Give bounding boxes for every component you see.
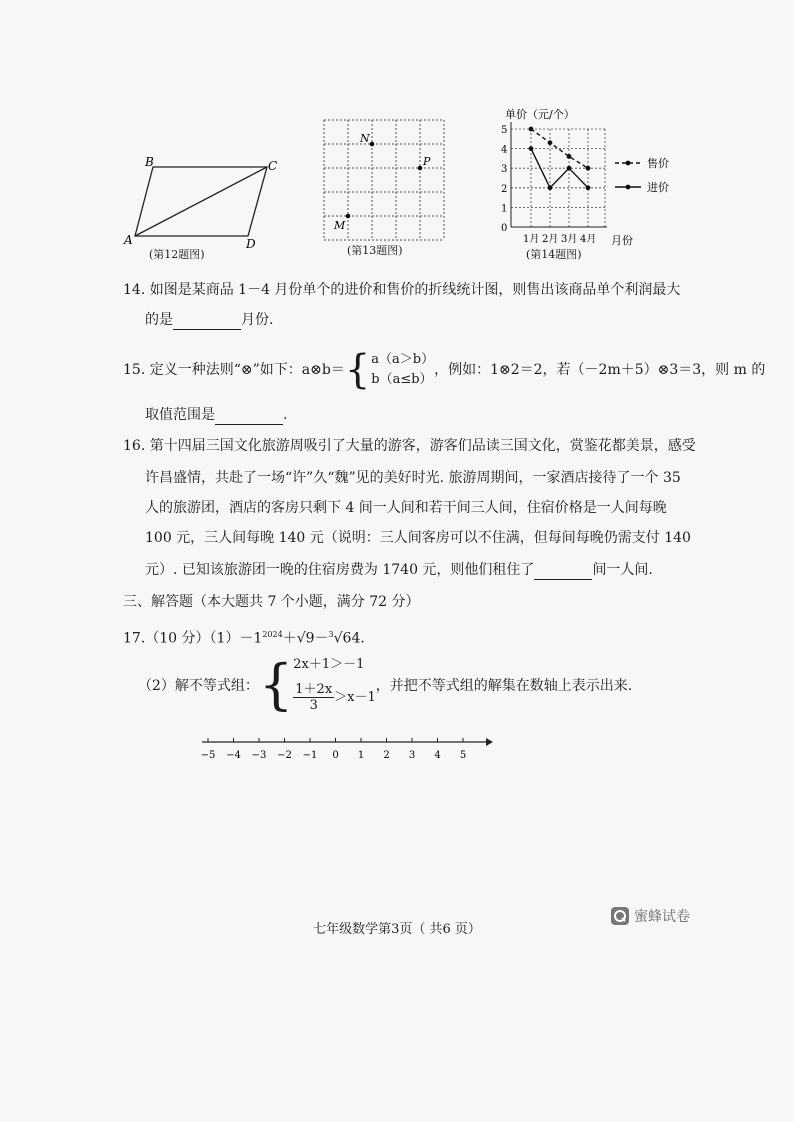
series-1-point: [567, 166, 572, 171]
point-n-label: N: [360, 132, 370, 145]
q17-part1: [123, 625, 683, 649]
number-line-label: −4: [226, 750, 241, 761]
q15-brace: {: [344, 347, 371, 393]
point-p-label: P: [423, 155, 431, 168]
legend-marker-1: [626, 185, 631, 190]
figure-12: [120, 150, 290, 260]
q17-exponent: 2024: [262, 630, 283, 639]
series-0-point: [529, 127, 534, 132]
point-a-label: A: [124, 233, 133, 247]
chart14-ytick-label: 5: [501, 125, 508, 136]
point-n: [370, 142, 375, 147]
point-c-label: C: [268, 159, 278, 173]
q16-answer-blank[interactable]: [534, 565, 592, 580]
series-1-point: [529, 146, 534, 151]
q17-fraction: [293, 678, 334, 713]
chart14-xtick-label: 1月: [523, 234, 540, 245]
q17-ineq2: [293, 678, 375, 713]
q17-part2: [138, 652, 633, 716]
chart14-ytick-label: 3: [501, 164, 508, 176]
legend-label-1: 进价: [647, 181, 669, 194]
number-line: [196, 732, 496, 766]
q17-brace: {: [258, 652, 294, 716]
chart14-ytick-label: 0: [501, 223, 508, 234]
fig13-caption: (第13题图): [347, 244, 403, 257]
chart14-ytick-label: 2: [501, 183, 508, 195]
chart14-ytick-label: 4: [501, 144, 508, 156]
chart14-xtick-label: 2月: [542, 234, 559, 245]
point-d-label: D: [246, 237, 256, 251]
q16-line5-b: 间一人间.: [592, 562, 653, 578]
q15-line2-a: 取值范围是: [145, 407, 215, 423]
q16-line1: 16. 第十四届三国文化旅游周吸引了大量的游客，游客们品读三国文化，赏鉴花都美景，感受: [123, 438, 696, 454]
q17-part2-prefix: （2）解不等式组：: [138, 677, 259, 694]
q15-line1: [123, 347, 766, 393]
q16-line3: 人的旅游团，酒店的客房只剩下 4 间一人间和若干间三人间，住宿价格是一人间每晚: [145, 500, 667, 516]
q15-cases: [371, 350, 434, 390]
q17-part1-root: √64: [333, 630, 361, 647]
q17-part1-mid: ＋√9－: [282, 630, 329, 647]
number-line-label: 3: [408, 750, 416, 761]
series-1-point: [548, 185, 553, 190]
series-0-point: [548, 140, 553, 145]
chart14-xtick-label: 3月: [561, 234, 578, 245]
q14-line1: 14. 如图是某商品 1－4 月份单个的进价和售价的折线统计图，则售出该商品单个利润最大: [123, 282, 681, 298]
q17-system: [293, 656, 375, 713]
q15-prefix: 15. 定义一种法则“⊗”如下：a⊗b＝: [123, 362, 345, 378]
number-line-label: 2: [383, 750, 390, 761]
fig12-caption: (第12题图): [149, 248, 205, 261]
watermark: [610, 906, 690, 926]
q14-line2: [145, 310, 273, 330]
q14-line2-b: 月份.: [241, 312, 274, 328]
point-m-label: M: [334, 219, 346, 232]
number-line-label: 5: [459, 750, 467, 761]
point-p: [418, 166, 423, 171]
section3-heading: 三、解答题（本大题共 7 个小题，满分 72 分）: [123, 594, 420, 610]
x-axis-label: 月份: [611, 234, 633, 247]
figure-14-chart: [497, 100, 697, 250]
watermark-text: 蜜蜂试卷: [634, 909, 690, 925]
q16-line4: 100 元，三人间每晚 140 元（说明：三人间客房可以不住满，但每间每晚仍需支付 140: [145, 530, 691, 546]
number-line-label: −5: [200, 750, 216, 761]
number-line-label: 1: [357, 750, 365, 761]
diagonal-ac: [135, 167, 267, 236]
q17-ineq2-rest: ＞x－1: [334, 690, 376, 705]
q17-part1-end: .: [360, 630, 365, 647]
q14-answer-blank[interactable]: [173, 315, 241, 330]
number-line-label: 0: [332, 750, 339, 761]
q17-ineq1: 2x＋1＞－1: [293, 657, 365, 672]
chart14-xtick-label: 4月: [580, 234, 597, 245]
q17-frac-den: 3: [309, 698, 318, 713]
q15-suffix: ，例如：1⊗2＝2，若（－2m＋5）⊗3＝3，则 m 的: [434, 362, 766, 378]
bee-logo-icon: [610, 906, 630, 926]
q17-frac-num: 1＋2x: [293, 678, 334, 698]
figure-13: [320, 116, 450, 246]
q17-part2-suffix: ，并把不等式组的解集在数轴上表示出来.: [375, 677, 633, 694]
q17-cube-index: 3: [328, 630, 334, 639]
series-1-point: [586, 185, 591, 190]
legend-marker-0: [626, 161, 631, 166]
q15-case2: b（a≤b）: [371, 372, 433, 387]
series-0-point: [567, 154, 572, 159]
q17-part1-prefix: 17.（10 分）（1）－1: [123, 630, 263, 647]
q15-line2: [145, 405, 287, 425]
q15-case1: a（a＞b）: [371, 352, 435, 367]
point-b-label: B: [145, 155, 154, 169]
q16-line5-a: 元）. 已知该旅游团一晚的住宿房费为 1740 元，则他们租住了: [145, 562, 535, 578]
chart14-ytick-label: 1: [501, 203, 508, 215]
q15-line2-b: .: [283, 407, 288, 423]
number-line-label: −2: [277, 750, 292, 761]
number-line-label: −3: [251, 750, 267, 761]
fig14-caption: (第14题图): [526, 248, 582, 261]
number-line-label: 4: [434, 750, 441, 761]
point-m: [346, 214, 351, 219]
number-line-arrow: [486, 738, 493, 746]
page-footer: 七年级数学第3页（ 共6 页）: [313, 922, 481, 937]
q16-line2: 许昌盛情，共赴了一场“许”久“魏”见的美好时光. 旅游周期间，一家酒店接待了一个 35: [145, 470, 681, 486]
series-0-point: [586, 166, 591, 171]
number-line-label: −1: [302, 750, 318, 761]
legend-label-0: 售价: [647, 157, 669, 170]
y-axis-label: 单价（元/个）: [505, 108, 575, 121]
q15-answer-blank[interactable]: [215, 410, 283, 425]
q14-line2-a: 的是: [145, 312, 173, 328]
q16-line5: [145, 560, 653, 580]
